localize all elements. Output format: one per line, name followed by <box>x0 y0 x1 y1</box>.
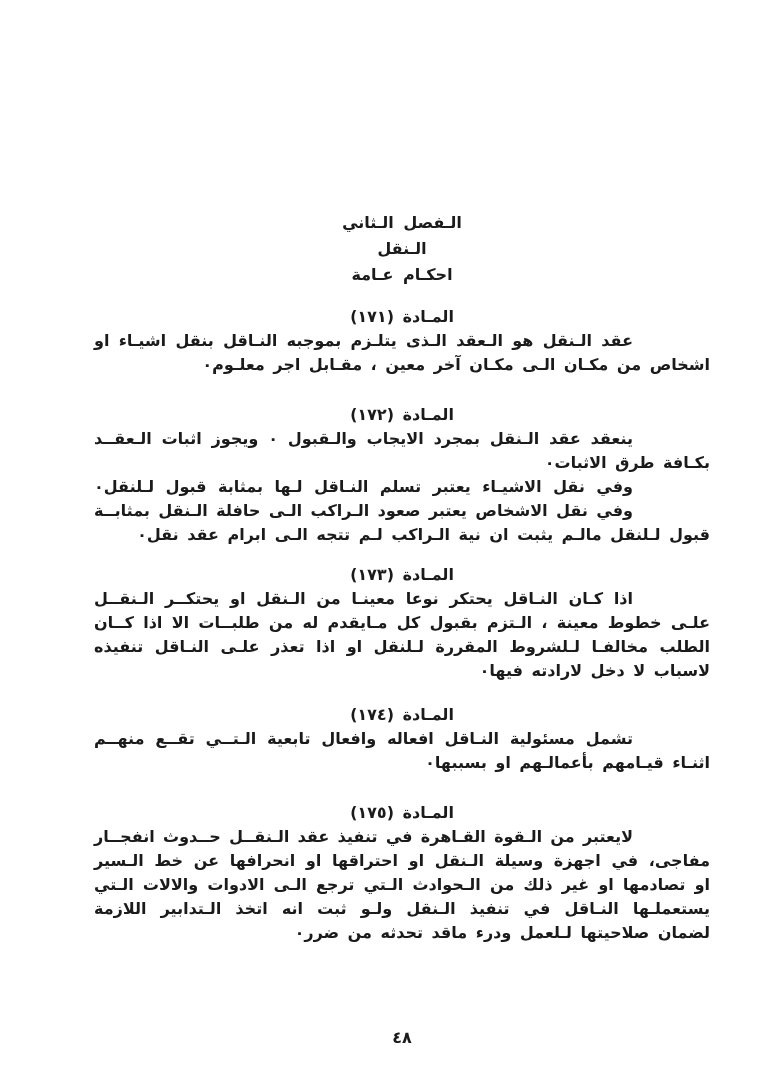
text-line: لضمان صلاحيتها لـلعمل ودرء ماقد تحدثه من ضرر٠ <box>294 923 710 942</box>
text-line: وفي نقل الاشيـاء يعتبر تسلم النـاقل لـها بمثابة قبول لـلنقل٠ <box>94 477 633 496</box>
article-section <box>94 801 710 945</box>
article-heading: المـادة (١٧١) <box>350 307 454 326</box>
text-line: او تصادمها او غير ذلك من الـحوادث الـتي ترجع الـى الادوات والالات الـتي <box>94 875 710 894</box>
article-heading: المـادة (١٧٢) <box>350 405 454 424</box>
article-section <box>94 305 710 377</box>
text-line: علـى خطوط معينة ، الـتزم بقبول كل مـايقدم له من طلبــات الا اذا كــان <box>94 613 710 632</box>
subsection-title: احكـام عـامة <box>351 265 453 284</box>
article-section <box>94 403 710 547</box>
article-heading: المـادة (١٧٤) <box>350 705 454 724</box>
text-line: مفاجى، في اجهزة وسيلة الـنقل او احتراقها او انحرافها عن خط الـسير <box>94 851 710 870</box>
page-number: ٤٨ <box>392 1028 412 1047</box>
article-section <box>94 703 710 775</box>
section-title: الـنقل <box>377 239 427 258</box>
text-line: لاسباب لا دخل لارادته فيها٠ <box>479 661 710 680</box>
chapter-title: الـفصل الـثاني <box>342 213 462 232</box>
articles-container <box>94 296 710 945</box>
text-line: اثنـاء قيـامهم بأعمالـهم او بسببها٠ <box>425 753 710 772</box>
text-line: اشخاص من مكـان الـى مكـان آخر معين ، مقـابل اجر معلـوم٠ <box>202 355 710 374</box>
text-line: ينعقد عقد الـنقل بمجرد الايجاب والـقبول ٠ ويجوز اثبات الـعقــد <box>94 429 633 448</box>
text-line: تشمل مسئولية النـاقل افعاله وافعال تابعية الـتــي تقــع منهــم <box>94 729 633 748</box>
article-heading: المـادة (١٧٣) <box>350 565 454 584</box>
text-line: بكـافة طرق الاثبات٠ <box>544 453 710 472</box>
text-line: اذا كـان النـاقل يحتكر نوعا معينـا من الـنقل او يحتكــر الـنقــل <box>94 589 633 608</box>
article-section <box>94 563 710 683</box>
chapter-title-block <box>94 210 710 288</box>
article-heading: المـادة (١٧٥) <box>350 803 454 822</box>
text-line: لايعتبر من الـقوة القـاهرة في تنفيذ عقد الـنقــل حــدوث انفجــار <box>94 827 633 846</box>
text-line: يستعملـها النـاقل في تنفيذ الـنقل ولـو ثبت انه اتخذ الـتدابير اللازمة <box>94 899 710 918</box>
text-line: وفي نقل الاشخاص يعتبر صعود الـراكب الـى حافلة الـنقل بمثابــة <box>94 501 633 520</box>
text-line: الطلب مخالفـا لـلشروط المقررة لـلنقل او اذا تعذر علـى النـاقل تنفيذه <box>94 637 710 656</box>
text-line: عقد الـنقل هو الـعقد الـذى يتلـزم بموجبه النـاقل بنقل اشيـاء او <box>94 331 633 350</box>
text-line: قبول لـلنقل مالـم يثبت ان نية الـراكب لـم تتجه الـى ابرام عقد نقل٠ <box>137 525 710 544</box>
